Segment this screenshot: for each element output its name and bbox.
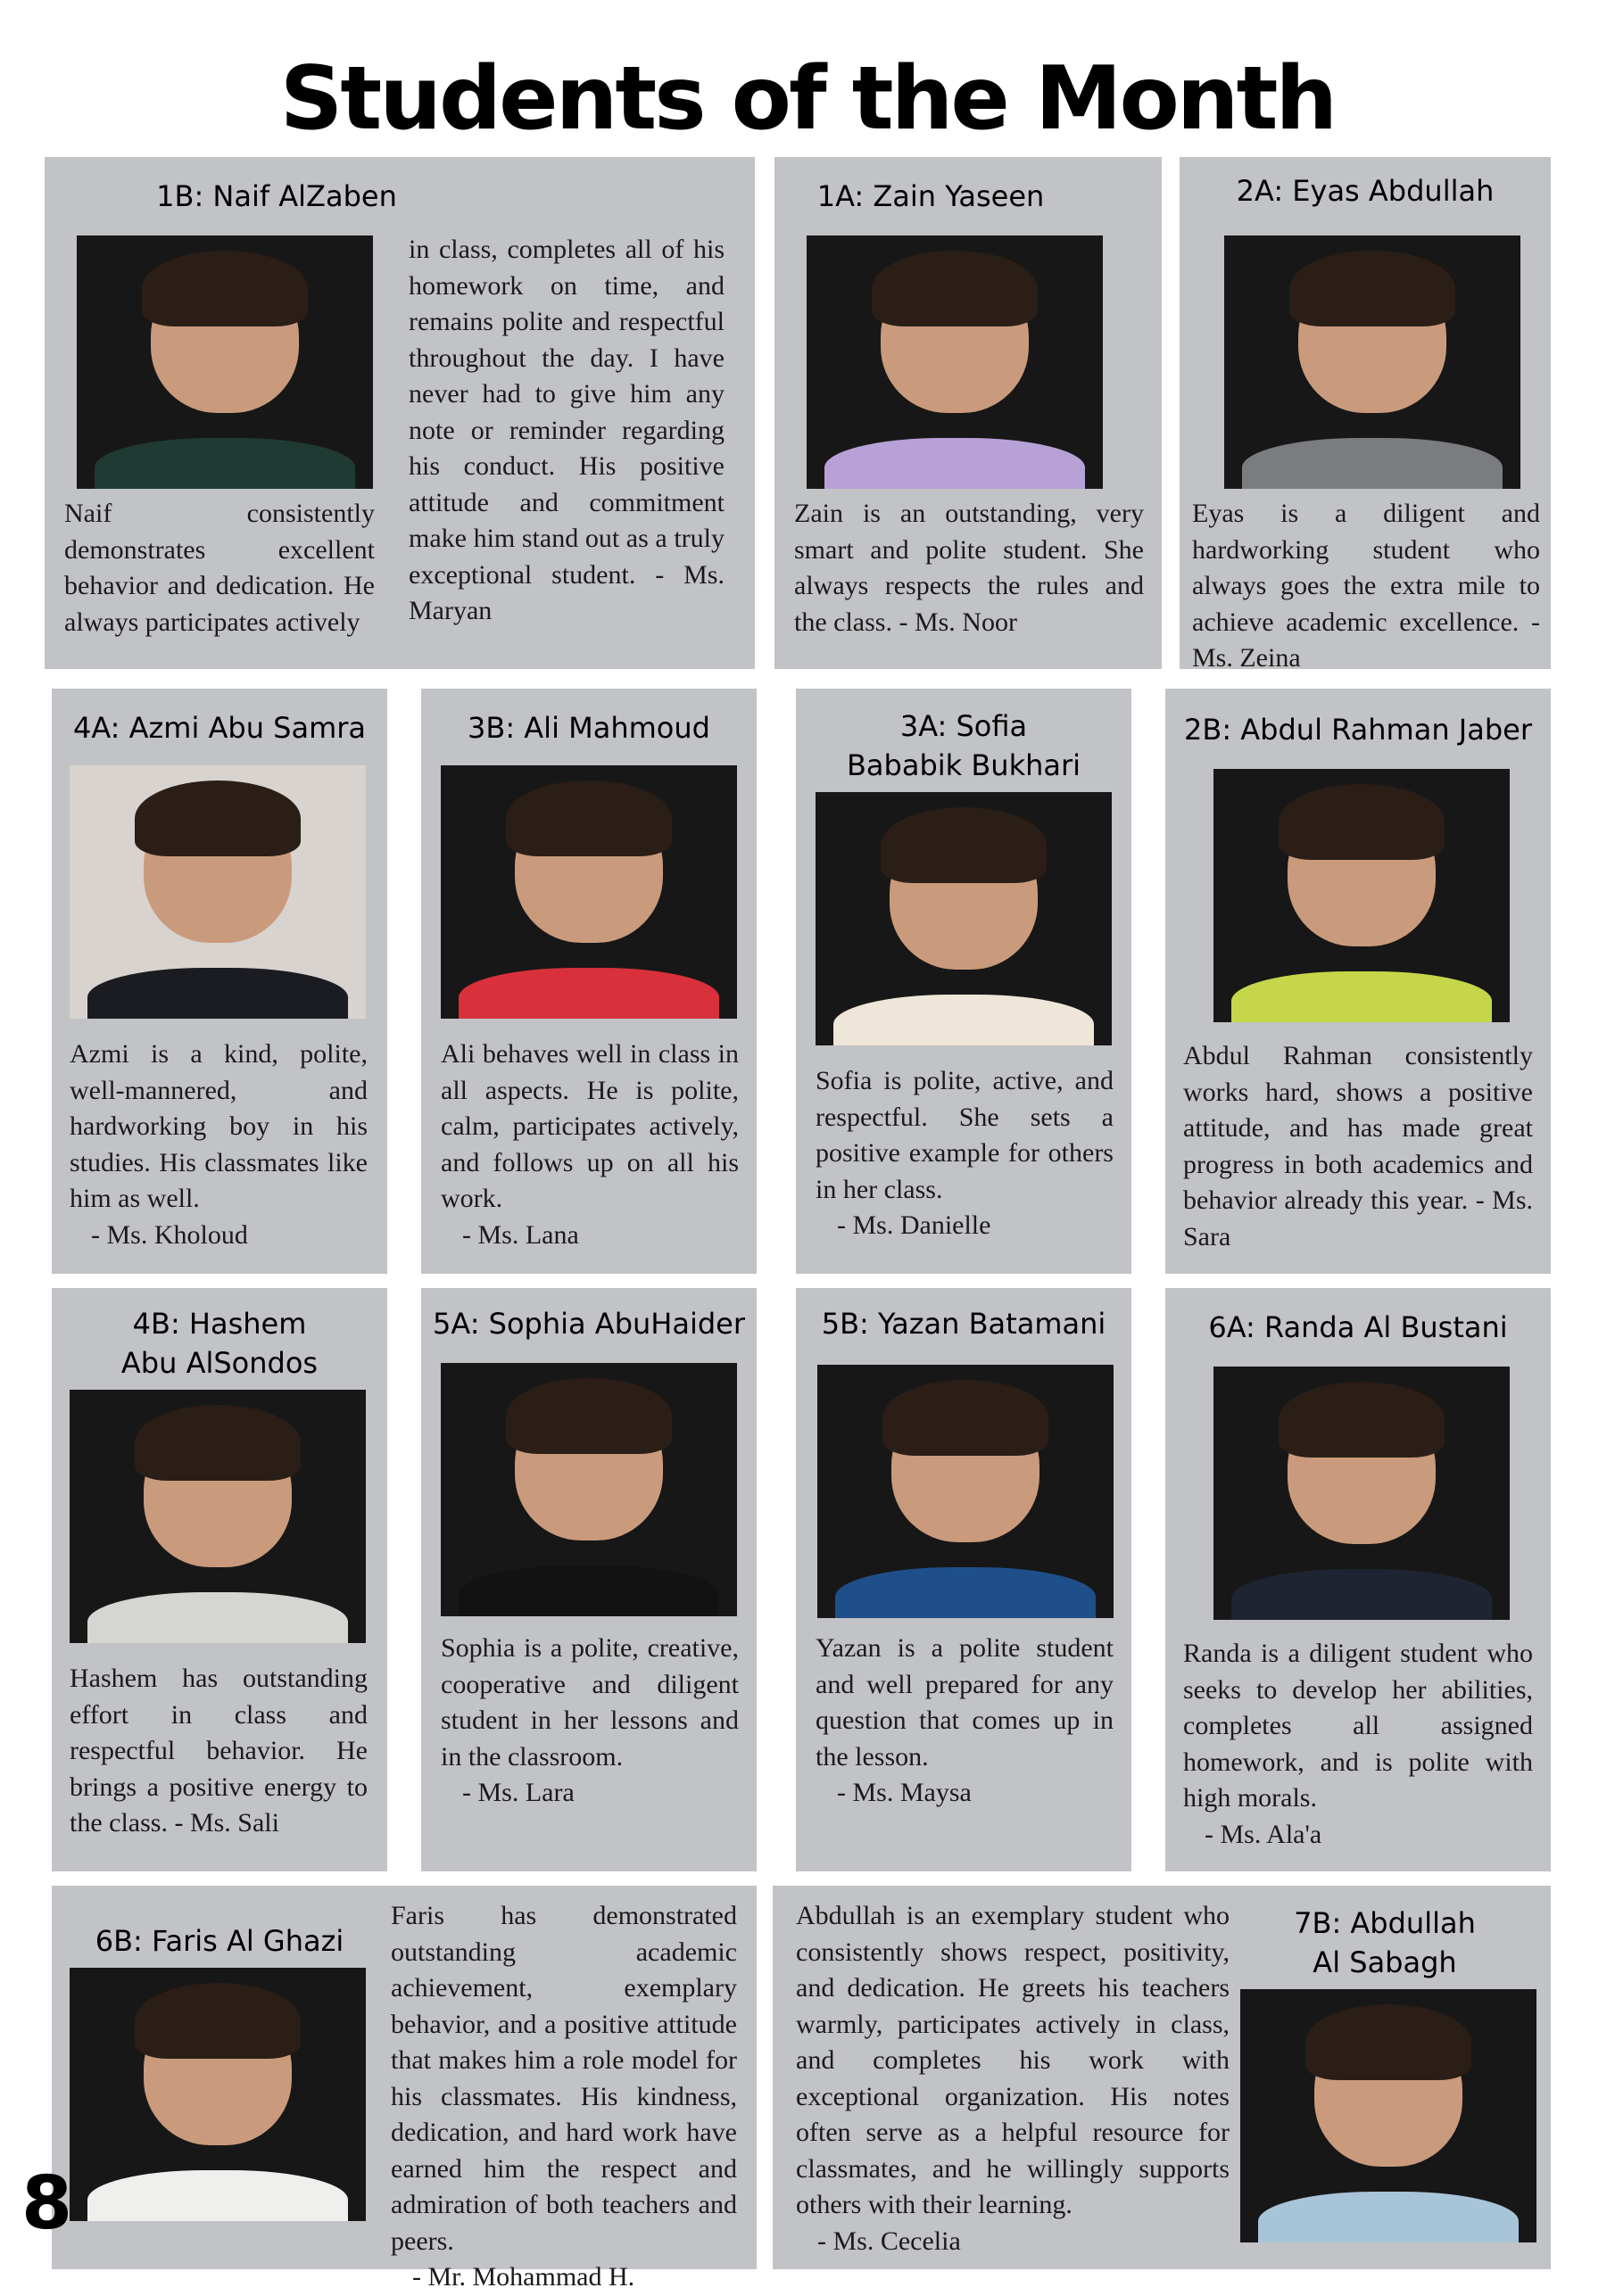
- student-photo: [816, 792, 1112, 1045]
- student-comment: Faris has demonstrated outstanding academic achievement, exemplary behavior, and a positive attitude that makes him a role model for his classmates. His kindness, dedication, and hard work have earned him the respect and admiration of both teachers and peers. - Mr. Mohammad H.: [391, 1898, 737, 2296]
- student-comment: Naif consistently demonstrates excellent behavior and dedication. He always participates actively: [64, 499, 375, 637]
- student-name: 1A: Zain Yaseen: [816, 179, 1045, 213]
- student-comment: Ali behaves well in class in all aspects. He is polite, calm, participates actively, and follows up on all his work. - Ms. Lana: [441, 1037, 739, 1253]
- student-name: 1B: Naif AlZaben: [156, 179, 397, 213]
- card-abdulrahman: [1165, 689, 1551, 1274]
- card-faris: [52, 1886, 757, 2292]
- card-zain: [774, 157, 1162, 669]
- teacher-signature: - Ms. Lana: [462, 1219, 579, 1250]
- page-title: Students of the Month: [279, 48, 1336, 150]
- student-photo: [70, 765, 366, 1019]
- card-sofia: [796, 689, 1131, 1274]
- card-abdullah: [773, 1886, 1551, 2269]
- student-name: 4A: Azmi Abu Samra: [72, 711, 367, 745]
- teacher-signature: - Mr. Mohammad H.: [412, 2262, 635, 2292]
- student-photo: [1240, 1989, 1536, 2242]
- student-comment: Hashem has outstanding effort in class and respectful behavior. He brings a positive energy to the class. - Ms. Sali: [70, 1664, 368, 1838]
- student-photo: [1224, 235, 1520, 489]
- student-comment: Sophia is a polite, creative, cooperative and diligent student in her lessons and in the classroom. - Ms. Lara: [441, 1631, 739, 1812]
- student-comment: Sofia is polite, active, and respectful. She sets a positive example for others in her class. - Ms. Danielle: [816, 1063, 1114, 1244]
- student-photo: [1213, 769, 1510, 1022]
- student-name: 6A: Randa Al Bustani: [1208, 1310, 1508, 1344]
- student-photo: [70, 1390, 366, 1643]
- card-randa: [1165, 1288, 1551, 1871]
- student-name: 7B: Abdullah Al Sabagh: [1294, 1906, 1476, 1979]
- student-photo: [441, 765, 737, 1019]
- teacher-signature: - Ms. Kholoud: [91, 1219, 248, 1250]
- card-sophia: [421, 1288, 757, 1871]
- student-photo: [1213, 1367, 1510, 1620]
- student-photo: [70, 1968, 366, 2221]
- student-photo: [817, 1365, 1114, 1618]
- student-photo: [77, 235, 373, 489]
- teacher-signature: - Ms. Cecelia: [817, 2226, 961, 2256]
- student-comment: Abdul Rahman consistently works hard, shows a positive attitude, and has made great progress in both academics and behavior already this year. - Ms. Sara: [1183, 1041, 1533, 1251]
- student-photo: [807, 235, 1103, 489]
- card-hashem: [52, 1288, 387, 1871]
- student-comment: Azmi is a kind, polite, well-mannered, and hardworking boy in his studies. His classmates like him as well. - Ms. Kholoud: [70, 1037, 368, 1253]
- teacher-signature: - Ms. Ala'a: [1205, 1819, 1322, 1849]
- student-name: 3B: Ali Mahmoud: [468, 711, 710, 745]
- teacher-signature: - Ms. Danielle: [837, 1210, 991, 1240]
- card-eyas: [1180, 157, 1551, 673]
- student-name: 3A: Sofia Bababik Bukhari: [846, 709, 1081, 782]
- student-comment: Abdullah is an exemplary student who consistently shows respect, positivity, and dedication. He greets his teachers warmly, participates actively in class, and completes his work with exceptional organization. His notes often serve as a helpful resource for classmates, and he willingly supports others with their learning. - Ms. Cecelia: [796, 1898, 1230, 2259]
- card-yazan: [796, 1288, 1131, 1871]
- card-azmi: [52, 689, 387, 1274]
- student-name: 5B: Yazan Batamani: [821, 1307, 1106, 1341]
- student-name: 5A: Sophia AbuHaider: [433, 1307, 745, 1341]
- student-name: 2B: Abdul Rahman Jaber: [1184, 713, 1532, 747]
- student-comment-continued: in class, completes all of his homework on time, and remains polite and respectful throughout the day. I have never had to give him any note or reminder regarding his conduct. His positive attitude and commitment make him stand out as a truly exceptional student. - Ms. Maryan: [409, 235, 725, 625]
- student-photo: [441, 1363, 737, 1616]
- card-ali: [421, 689, 757, 1274]
- student-name: 6B: Faris Al Ghazi: [95, 1924, 344, 1958]
- student-comment: Yazan is a polite student and well prepared for any question that comes up in the lesson. - Ms. Maysa: [816, 1631, 1114, 1812]
- student-name: 4B: Hashem Abu AlSondos: [120, 1307, 319, 1380]
- student-comment: Eyas is a diligent and hardworking student who always goes the extra mile to achieve academic excellence. - Ms. Zeina: [1192, 499, 1540, 673]
- teacher-signature: - Ms. Lara: [462, 1778, 575, 1807]
- student-name: 2A: Eyas Abdullah: [1236, 174, 1495, 208]
- student-comment: Zain is an outstanding, very smart and polite student. She always respects the rules and the class. - Ms. Noor: [794, 499, 1144, 637]
- card-naif: [45, 157, 755, 669]
- student-comment: Randa is a diligent student who seeks to develop her abilities, completes all assigned homework, and is polite with high morals. - Ms. Ala'a: [1183, 1636, 1533, 1853]
- teacher-signature: - Ms. Maysa: [837, 1778, 972, 1807]
- page-number: 8: [21, 2161, 73, 2246]
